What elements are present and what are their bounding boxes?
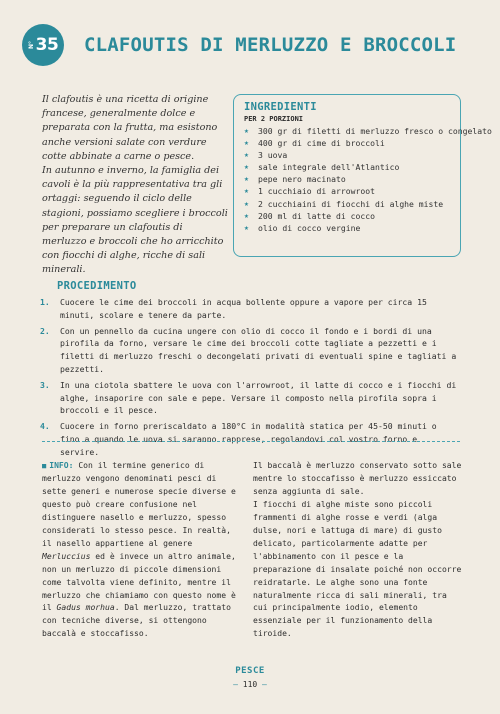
intro-paragraph: In autunno e inverno, la famiglia dei cavoli è la più rappresentativa tra gli ortaggi: seguendo il ciclo delle stagioni, possiamo scegliere i broccoli per preparare un clafoutis di merluzzo e broccoli che ho arricchito con fiocchi di alghe, ricche di sali minerali. xyxy=(42,165,228,276)
badge-prefix: N° xyxy=(27,40,35,50)
ingredient-item: ★ 200 ml di latte di cocco xyxy=(244,210,375,221)
star-bullet-icon: ★ xyxy=(244,186,249,196)
recipe-number-badge xyxy=(22,24,64,66)
species-name: Gadus morhua xyxy=(56,603,115,613)
ingredient-item: ★ 300 gr di filetti di merluzzo fresco o congelato xyxy=(244,126,492,136)
ingredients-title: INGREDIENTI xyxy=(244,101,317,113)
ingredient-item: ★ sale integrale dell'Atlantico xyxy=(244,162,400,173)
procedure-step: 1. Cuocere le cime dei broccoli in acqua bollente oppure a vapore per circa 15 minuti, scolare e tenere da parte. xyxy=(40,297,427,320)
footer-section-name: PESCE xyxy=(235,666,265,676)
info-paragraph: Il baccalà è merluzzo conservato sotto sale mentre lo stoccafisso è merluzzo essiccato senza aggiunta di sale. xyxy=(253,461,462,496)
info-square-icon: ■ xyxy=(42,462,47,470)
star-bullet-icon: ★ xyxy=(244,198,249,208)
ingredient-item: ★ pepe nero macinato xyxy=(244,174,346,185)
star-bullet-icon: ★ xyxy=(244,162,249,172)
footer-page-number: — 110 — xyxy=(233,680,267,689)
section-divider xyxy=(42,441,460,442)
recipe-number: 35 xyxy=(35,35,59,55)
ingredient-item: ★ 2 cucchiaini di fiocchi di alghe miste xyxy=(244,198,444,209)
star-bullet-icon: ★ xyxy=(244,210,249,220)
info-label: INFO: xyxy=(49,461,74,470)
ingredient-item: ★ 1 cucchiaio di arrowroot xyxy=(244,186,375,197)
procedure-title: PROCEDIMENTO xyxy=(57,280,137,292)
star-bullet-icon: ★ xyxy=(244,138,249,148)
procedure-step: 4. Cuocere in forno preriscaldato a 180°C in modalità statica per 45-50 minuti o fino a quando le uova si saranno rapprese, regolandovi col vostro forno e servire. xyxy=(40,421,437,457)
intro-text xyxy=(42,93,230,278)
genus-name: Merluccius xyxy=(42,551,91,561)
info-paragraph: I fiocchi di alghe miste sono piccoli frammenti di alghe rosse e verdi (alga dulse, nori e lattuga di mare) di gusto delicato, particolarmente adatte per l'abbinamento con il pesce e la preparazione di insalate poiché non occorre reidratarle. Le alghe sono una fonte naturalmente ricca di sali minerali, tra cui principalmente iodio, elemento essenziale per il funzionamento della tiroide. xyxy=(253,499,462,639)
intro-paragraph: Il clafoutis è una ricetta di origine francese, generalmente dolce e preparata con la frutta, ma esistono anche versioni salate con verdure cotte abbinate a carne o pesce. xyxy=(42,94,218,162)
ingredient-item: ★ 3 uova xyxy=(244,150,288,161)
ingredient-item: ★ 400 gr di cime di broccoli xyxy=(244,138,385,149)
star-bullet-icon: ★ xyxy=(244,174,249,184)
servings-label: PER 2 PORZIONI xyxy=(244,115,304,123)
recipe-title: CLAFOUTIS DI MERLUZZO E BROCCOLI xyxy=(84,34,457,56)
ingredients-box xyxy=(233,94,492,257)
star-bullet-icon: ★ xyxy=(244,150,249,160)
ingredients-list xyxy=(244,125,492,234)
procedure-step: 2. Con un pennello da cucina ungere con olio di cocco il fondo e i bordi di una pirofila da forno, versare le cime dei broccoli cotte tagliate a pezzetti e i filetti di merluzzo freschi o decongelati privati di eventuali spine e tagliati a pezzetti. xyxy=(40,325,457,374)
info-column-left: ■ INFO: Con il termine generico di merluzzo vengono denominati pesci di sette generi e numerose specie diverse e questo può creare confusione nel distinguere nasello e merluzzo, spesso considerati lo stesso pesce. In realtà, il nasello appartiene al genere Merluccius ed è invece un altro animale, non un merluzzo di piccole dimensioni come talvolta viene definito, mentre il merluzzo che chiamiamo con questo nome è il Gadus morhua. Dal merluzzo, trattato con tecniche diverse, si ottengono baccalà e stoccafisso. xyxy=(42,461,236,639)
star-bullet-icon: ★ xyxy=(244,126,249,135)
procedure-step: 3. In una ciotola sbattere le uova con l'arrowroot, il latte di cocco e i fiocchi di alghe, insaporire con sale e pepe. Versare il composto nella pirofila sopra i broccoli e il pesce. xyxy=(40,379,457,416)
procedure-steps xyxy=(40,296,460,462)
star-bullet-icon: ★ xyxy=(244,222,249,232)
ingredient-item: ★ olio di cocco vergine xyxy=(244,222,361,233)
info-column-right xyxy=(253,460,463,641)
